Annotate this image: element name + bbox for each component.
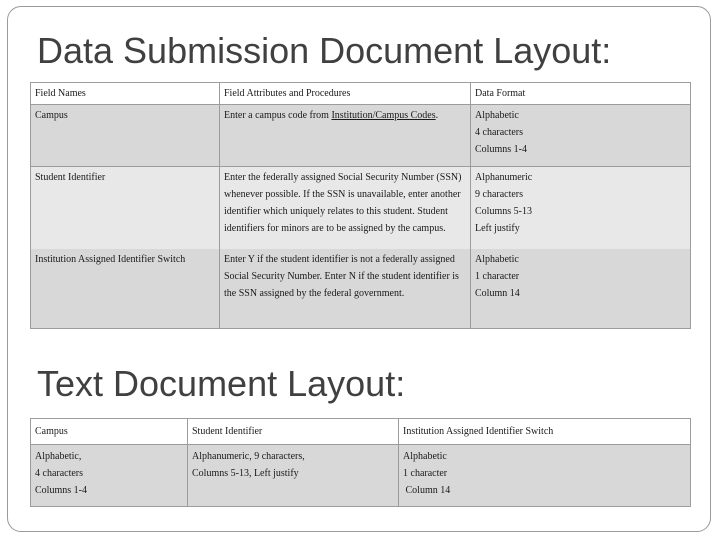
procedure-text-end: . — [435, 110, 439, 121]
format-line: Alphabetic — [475, 110, 519, 121]
format-cell — [471, 105, 691, 167]
format-line: 4 characters — [475, 127, 524, 138]
format-line: Column 14 — [403, 485, 451, 496]
field-name-cell: Student Identifier — [31, 167, 220, 249]
header-identifier-switch: Institution Assigned Identifier Switch — [399, 419, 691, 445]
header-student-identifier: Student Identifier — [188, 419, 399, 445]
format-line: 1 character — [475, 270, 520, 282]
submission-layout-table — [30, 82, 691, 329]
format-line: Columns 5-13, Left justify — [192, 468, 299, 479]
format-line: Alphabetic — [403, 451, 447, 462]
format-line: Columns 1-4 — [35, 485, 87, 496]
campus-format-cell — [31, 445, 188, 507]
format-line: Left justify — [475, 223, 520, 234]
table-header-row — [31, 83, 691, 105]
format-line: Columns 5-13 — [475, 206, 532, 217]
header-field-names: Field Names — [31, 83, 220, 105]
header-field-attributes: Field Attributes and Procedures — [220, 83, 471, 105]
format-line: Alphabetic, — [35, 451, 82, 462]
table-row — [31, 445, 691, 507]
format-line: 9 characters — [475, 189, 524, 200]
section-title: Text Document Layout: — [37, 363, 406, 404]
institution-campus-codes-link[interactable]: Institution/Campus Codes — [331, 110, 436, 121]
field-name-cell: Campus — [31, 105, 220, 167]
table-row — [31, 249, 691, 329]
procedure-cell: Enter the federally assigned Social Security Number (SSN) whenever possible. If the SSN is unavailable, enter another identifier which uniquely relates to this student. Student identifiers for minors are to be assigned by the campus. — [220, 167, 471, 249]
header-data-format: Data Format — [471, 83, 691, 105]
format-line: 4 characters — [35, 468, 84, 479]
format-line: 1 character — [403, 468, 448, 479]
format-cell — [471, 249, 691, 329]
table-header-row — [31, 419, 691, 445]
procedure-cell — [220, 105, 471, 167]
text-layout-table — [30, 418, 691, 507]
format-cell — [471, 167, 691, 249]
student-identifier-format-cell — [188, 445, 399, 507]
format-line: Alphabetic — [475, 253, 519, 265]
header-campus: Campus — [31, 419, 188, 445]
field-name-cell: Institution Assigned Identifier Switch — [31, 249, 220, 329]
procedure-cell: Enter Y if the student identifier is not a federally assigned Social Security Number. Enter N if the student identifier is the SSN assigned by the federal government. — [220, 249, 471, 329]
identifier-switch-format-cell — [399, 445, 691, 507]
slide-title: Data Submission Document Layout: — [37, 30, 612, 71]
format-line: Alphanumeric — [475, 172, 533, 183]
format-line: Column 14 — [475, 287, 520, 299]
format-line: Columns 1-4 — [475, 144, 527, 155]
table-row — [31, 105, 691, 167]
format-line: Alphanumeric, 9 characters, — [192, 451, 305, 462]
procedure-text: Enter a campus code from — [224, 110, 332, 121]
table-row — [31, 167, 691, 249]
